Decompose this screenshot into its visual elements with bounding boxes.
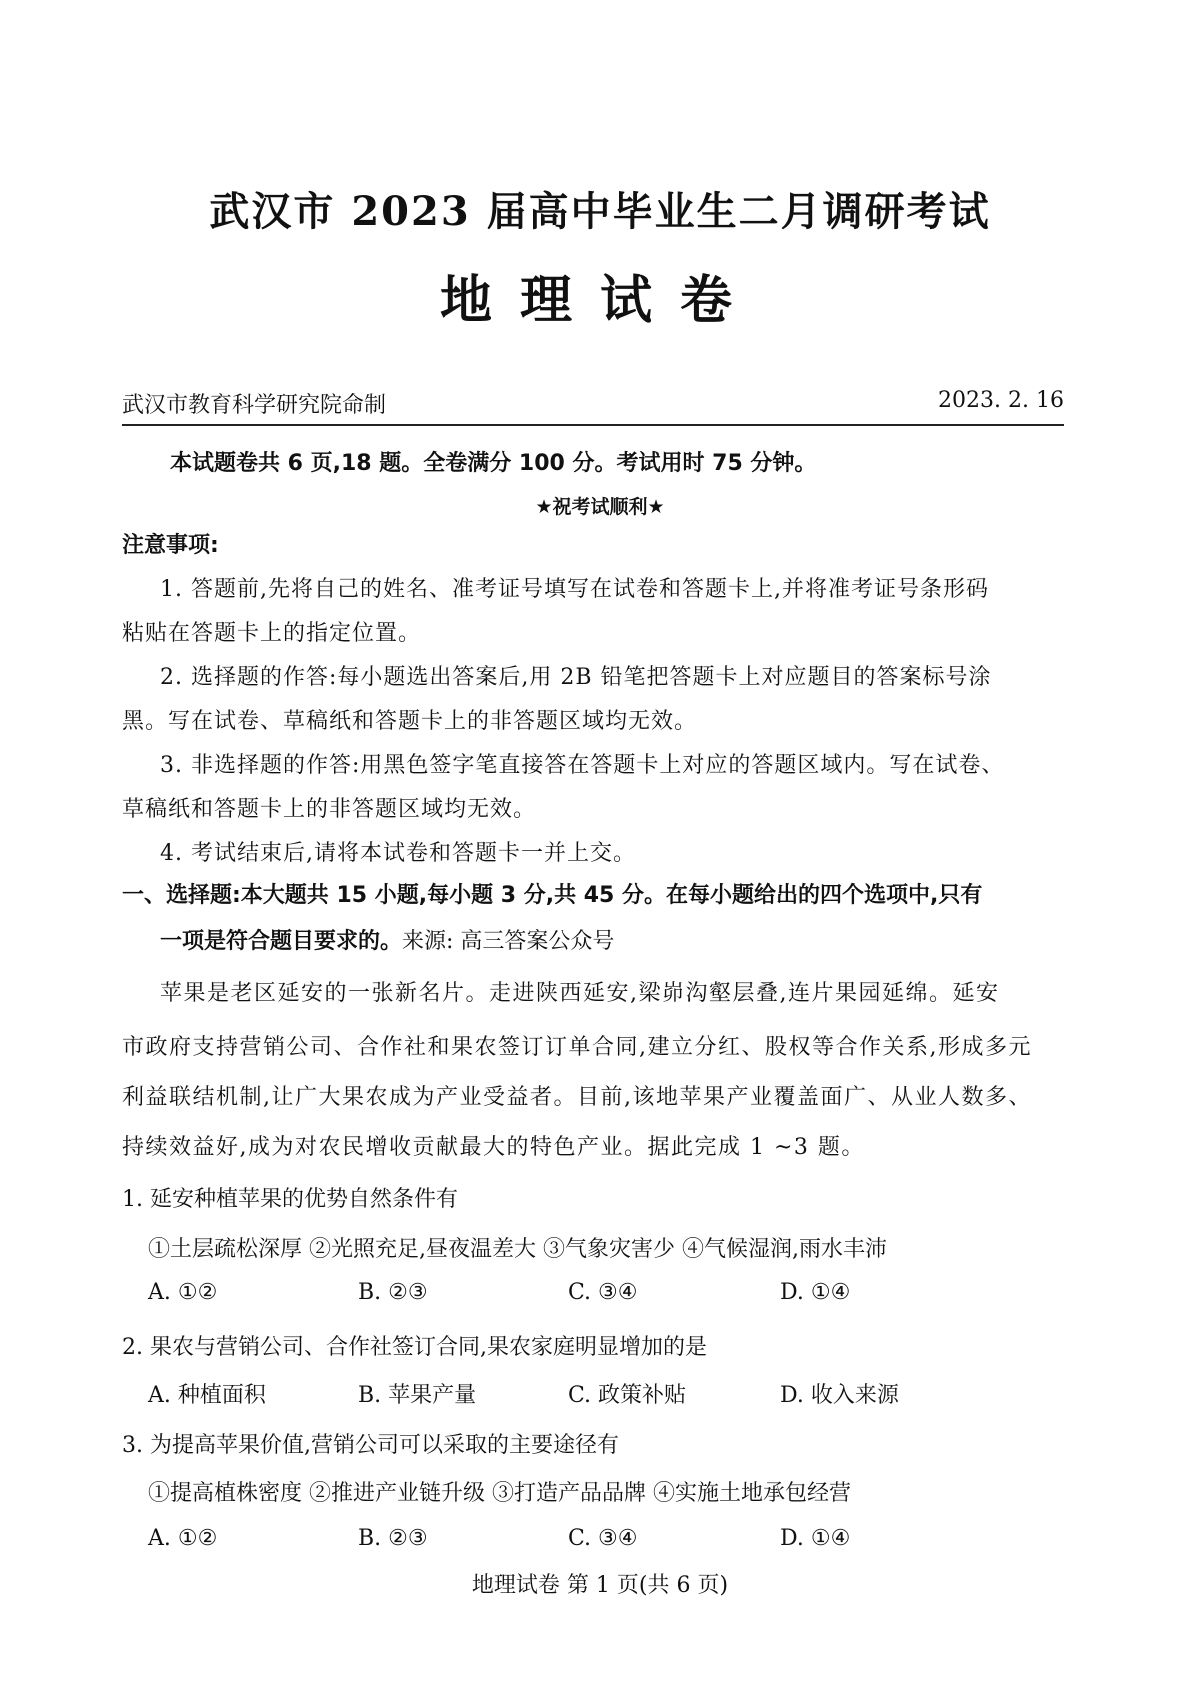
- question-1-option-a: A. ①②: [148, 1280, 218, 1305]
- notice-heading: 注意事项:: [122, 533, 219, 558]
- question-3-items: ①提高植株密度 ②推进产业链升级 ③打造产品品牌 ④实施土地承包经营: [148, 1481, 851, 1506]
- question-3-option-a: A. ①②: [148, 1526, 218, 1551]
- question-2-option-d: D. 收入来源: [780, 1383, 899, 1408]
- question-1-option-b: B. ②③: [358, 1280, 428, 1305]
- passage-line: 利益联结机制,让广大果农成为产业受益者。目前,该地苹果产业覆盖面广、从业人数多、: [122, 1085, 1032, 1110]
- question-3-option-c: C. ③④: [568, 1526, 638, 1551]
- page-footer: 地理试卷 第 1 页(共 6 页): [471, 1573, 729, 1598]
- section-heading: 一、选择题:本大题共 15 小题,每小题 3 分,共 45 分。在每小题给出的四个选项中,只有: [122, 883, 983, 908]
- exam-subtitle: 地理试卷: [439, 271, 760, 331]
- question-2-option-c: C. 政策补贴: [568, 1383, 687, 1408]
- exam-summary: 本试题卷共 6 页,18 题。全卷满分 100 分。考试用时 75 分钟。: [170, 451, 817, 476]
- notice-line: 草稿纸和答题卡上的非答题区域均无效。: [122, 797, 537, 822]
- question-1-items: ①土层疏松深厚 ②光照充足,昼夜温差大 ③气象灾害少 ④气候湿润,雨水丰沛: [148, 1237, 887, 1262]
- question-1-stem: 1. 延安种植苹果的优势自然条件有: [122, 1187, 458, 1212]
- notice-line: 黑。写在试卷、草稿纸和答题卡上的非答题区域均无效。: [122, 709, 698, 734]
- question-3-option-d: D. ①④: [780, 1526, 851, 1551]
- passage-line: 市政府支持营销公司、合作社和果农签订订单合同,建立分红、股权等合作关系,形成多元: [122, 1035, 1032, 1060]
- question-2-stem: 2. 果农与营销公司、合作社签订合同,果农家庭明显增加的是: [122, 1335, 707, 1360]
- exam-author: 武汉市教育科学研究院命制: [122, 393, 387, 418]
- question-3-option-b: B. ②③: [358, 1526, 428, 1551]
- passage-line: 苹果是老区延安的一张新名片。走进陕西延安,梁峁沟壑层叠,连片果园延绵。延安: [160, 981, 1000, 1006]
- exam-date: 2023. 2. 16: [938, 388, 1064, 413]
- header-divider: [122, 424, 1064, 426]
- passage-line: 持续效益好,成为对农民增收贡献最大的特色产业。据此完成 1 ~3 题。: [122, 1135, 865, 1160]
- notice-line: 粘贴在答题卡上的指定位置。: [122, 621, 422, 646]
- notice-line: 1. 答题前,先将自己的姓名、准考证号填写在试卷和答题卡上,并将准考证号条形码: [160, 577, 989, 602]
- good-luck-line: ★祝考试顺利★: [535, 496, 665, 518]
- question-2-option-a: A. 种植面积: [148, 1383, 266, 1408]
- question-1-option-c: C. ③④: [568, 1280, 638, 1305]
- question-1-option-d: D. ①④: [780, 1280, 851, 1305]
- question-2-option-b: B. 苹果产量: [358, 1383, 477, 1408]
- notice-line: 4. 考试结束后,请将本试卷和答题卡一并上交。: [160, 841, 636, 866]
- section-requirement: 一项是符合题目要求的。: [160, 929, 403, 954]
- exam-title: 武汉市 2023 届高中毕业生二月调研考试: [209, 188, 991, 235]
- question-3-stem: 3. 为提高苹果价值,营销公司可以采取的主要途径有: [122, 1433, 619, 1458]
- notice-line: 2. 选择题的作答:每小题选出答案后,用 2B 铅笔把答题卡上对应题目的答案标号涂: [160, 665, 992, 690]
- section-source-note: 来源: 高三答案公众号: [402, 929, 615, 954]
- notice-line: 3. 非选择题的作答:用黑色签字笔直接答在答题卡上对应的答题区域内。写在试卷、: [160, 753, 1005, 778]
- section-heading-continued: [160, 924, 614, 955]
